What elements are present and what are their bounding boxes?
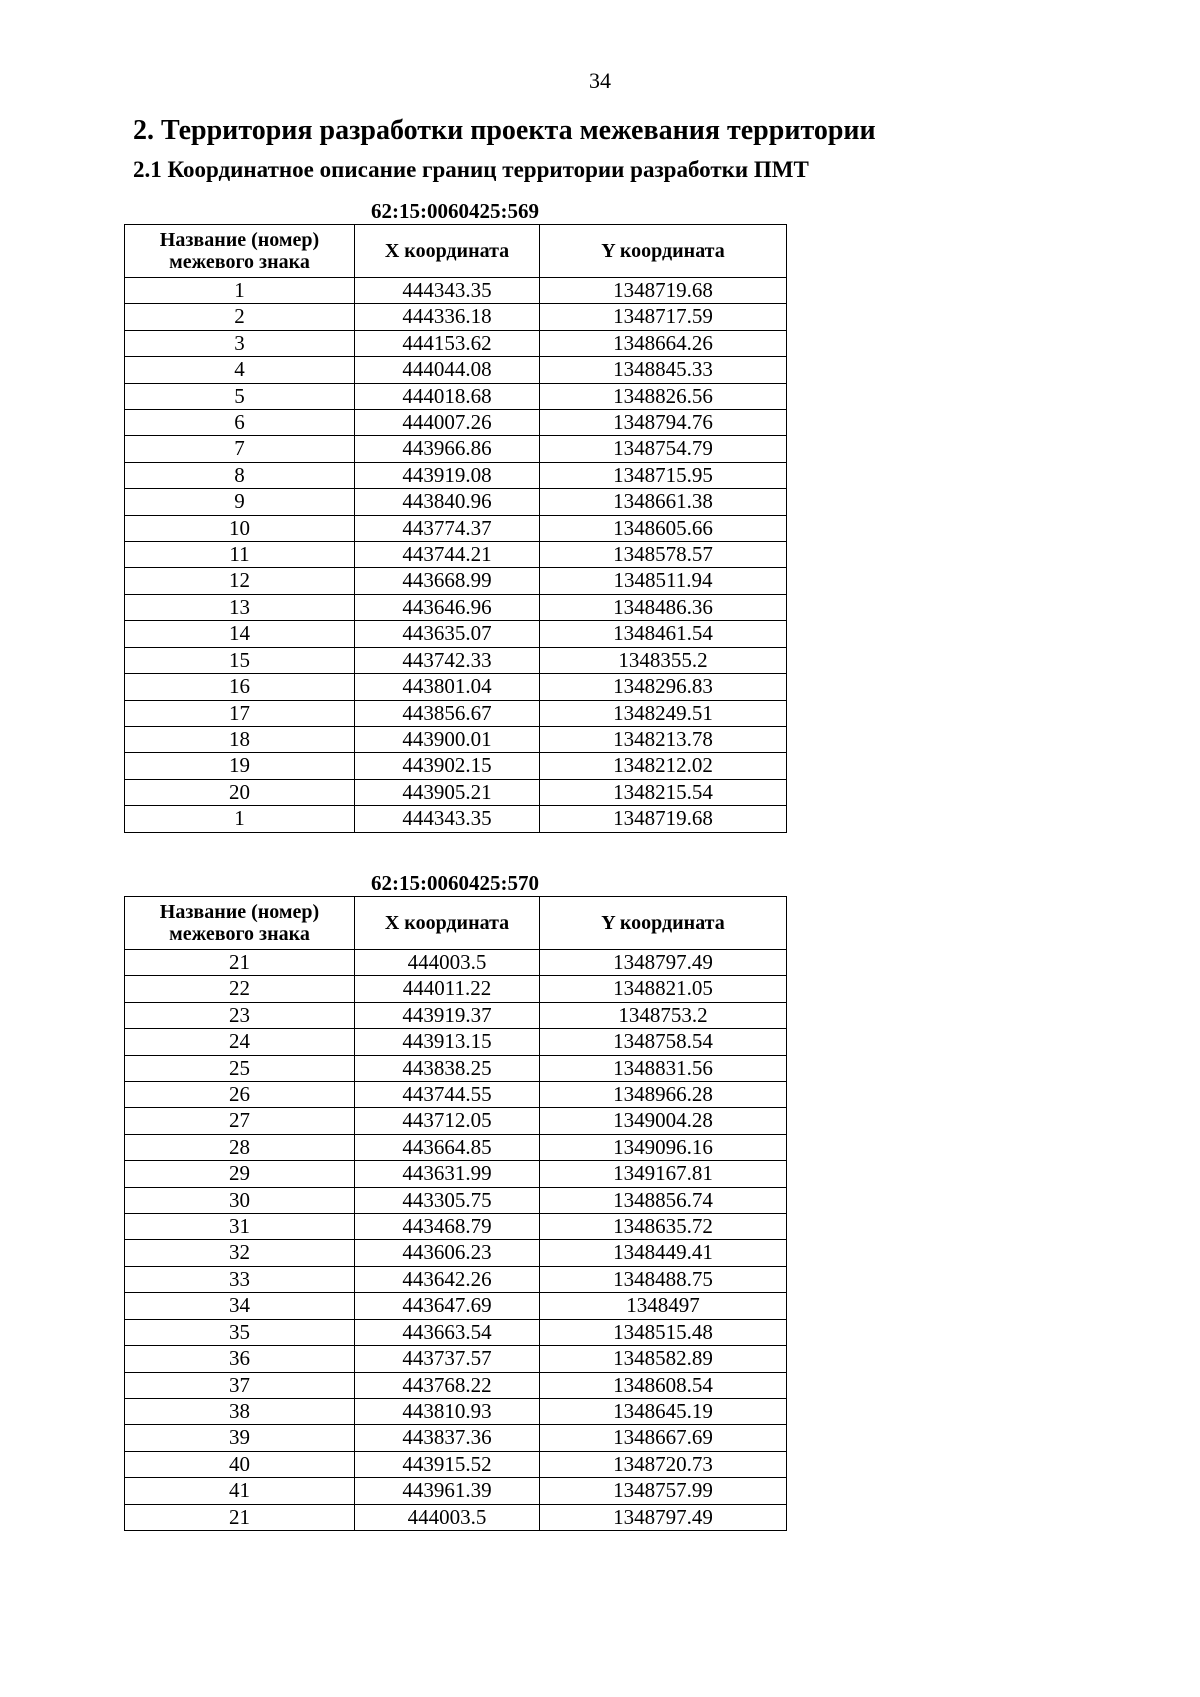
cell-y-coordinate: 1348582.89 <box>540 1346 787 1372</box>
cell-marker-number: 14 <box>125 621 355 647</box>
cell-x-coordinate: 443774.37 <box>355 515 540 541</box>
table-row <box>125 357 787 383</box>
column-header-x: X координата <box>355 897 540 950</box>
cell-marker-number: 12 <box>125 568 355 594</box>
cell-marker-number: 18 <box>125 726 355 752</box>
cell-marker-number: 39 <box>125 1425 355 1451</box>
cell-y-coordinate: 1348757.99 <box>540 1478 787 1504</box>
cell-marker-number: 26 <box>125 1082 355 1108</box>
cell-marker-number: 36 <box>125 1346 355 1372</box>
cell-x-coordinate: 444044.08 <box>355 357 540 383</box>
cell-marker-number: 17 <box>125 700 355 726</box>
table-row <box>125 1293 787 1319</box>
cell-y-coordinate: 1348515.48 <box>540 1319 787 1345</box>
cell-y-coordinate: 1349167.81 <box>540 1161 787 1187</box>
table-row <box>125 700 787 726</box>
cell-x-coordinate: 443961.39 <box>355 1478 540 1504</box>
cell-x-coordinate: 443668.99 <box>355 568 540 594</box>
cell-y-coordinate: 1349004.28 <box>540 1108 787 1134</box>
cell-y-coordinate: 1348821.05 <box>540 976 787 1002</box>
cell-x-coordinate: 443742.33 <box>355 647 540 673</box>
cell-y-coordinate: 1348461.54 <box>540 621 787 647</box>
cell-marker-number: 21 <box>125 950 355 976</box>
cell-y-coordinate: 1348511.94 <box>540 568 787 594</box>
table-row <box>125 1002 787 1028</box>
cell-y-coordinate: 1348754.79 <box>540 436 787 462</box>
cell-x-coordinate: 443646.96 <box>355 594 540 620</box>
table-row <box>125 753 787 779</box>
cell-y-coordinate: 1348826.56 <box>540 383 787 409</box>
table-row <box>125 779 787 805</box>
table-row <box>125 278 787 304</box>
cell-x-coordinate: 443913.15 <box>355 1029 540 1055</box>
cell-marker-number: 3 <box>125 330 355 356</box>
table-row <box>125 542 787 568</box>
cell-y-coordinate: 1348296.83 <box>540 674 787 700</box>
cell-marker-number: 29 <box>125 1161 355 1187</box>
cell-y-coordinate: 1348488.75 <box>540 1266 787 1292</box>
column-header-y: Y координата <box>540 225 787 278</box>
table-row <box>125 1451 787 1477</box>
cell-x-coordinate: 443712.05 <box>355 1108 540 1134</box>
table-row <box>125 383 787 409</box>
cell-x-coordinate: 443902.15 <box>355 753 540 779</box>
cell-marker-number: 6 <box>125 410 355 436</box>
coordinates-table <box>124 224 787 833</box>
cell-marker-number: 37 <box>125 1372 355 1398</box>
cell-y-coordinate: 1348719.68 <box>540 806 787 832</box>
cell-y-coordinate: 1349096.16 <box>540 1134 787 1160</box>
cell-x-coordinate: 443663.54 <box>355 1319 540 1345</box>
cell-x-coordinate: 443810.93 <box>355 1398 540 1424</box>
table-row <box>125 436 787 462</box>
table-row <box>125 1425 787 1451</box>
cell-y-coordinate: 1348486.36 <box>540 594 787 620</box>
cell-marker-number: 19 <box>125 753 355 779</box>
cell-marker-number: 38 <box>125 1398 355 1424</box>
table-row <box>125 621 787 647</box>
cell-marker-number: 28 <box>125 1134 355 1160</box>
table-row <box>125 647 787 673</box>
cell-y-coordinate: 1348605.66 <box>540 515 787 541</box>
table-row <box>125 594 787 620</box>
cell-y-coordinate: 1348667.69 <box>540 1425 787 1451</box>
table-row <box>125 1108 787 1134</box>
cell-x-coordinate: 443642.26 <box>355 1266 540 1292</box>
cell-marker-number: 16 <box>125 674 355 700</box>
cell-marker-number: 7 <box>125 436 355 462</box>
cell-marker-number: 4 <box>125 357 355 383</box>
cell-y-coordinate: 1348449.41 <box>540 1240 787 1266</box>
table-row <box>125 330 787 356</box>
table-row <box>125 1372 787 1398</box>
table-row <box>125 489 787 515</box>
table-header-row <box>125 897 787 950</box>
cell-marker-number: 34 <box>125 1293 355 1319</box>
table-row <box>125 674 787 700</box>
cell-x-coordinate: 444336.18 <box>355 304 540 330</box>
table-row <box>125 1082 787 1108</box>
cell-marker-number: 2 <box>125 304 355 330</box>
table-row <box>125 1266 787 1292</box>
cell-y-coordinate: 1348856.74 <box>540 1187 787 1213</box>
coordinates-block-2 <box>124 871 786 1531</box>
cell-y-coordinate: 1348215.54 <box>540 779 787 805</box>
cell-x-coordinate: 444003.5 <box>355 1504 540 1530</box>
cell-y-coordinate: 1348608.54 <box>540 1372 787 1398</box>
cell-x-coordinate: 444153.62 <box>355 330 540 356</box>
cell-x-coordinate: 443468.79 <box>355 1214 540 1240</box>
subsection-heading: 2.1 Координатное описание границ территории разработки ПМТ <box>133 157 809 182</box>
cell-y-coordinate: 1348720.73 <box>540 1451 787 1477</box>
cell-x-coordinate: 443647.69 <box>355 1293 540 1319</box>
cell-marker-number: 1 <box>125 278 355 304</box>
table-row <box>125 1478 787 1504</box>
coordinates-table <box>124 896 787 1531</box>
cell-x-coordinate: 443737.57 <box>355 1346 540 1372</box>
cell-x-coordinate: 443837.36 <box>355 1425 540 1451</box>
table-row <box>125 1029 787 1055</box>
cell-y-coordinate: 1348845.33 <box>540 357 787 383</box>
cell-x-coordinate: 443606.23 <box>355 1240 540 1266</box>
cell-y-coordinate: 1348797.49 <box>540 950 787 976</box>
table-row <box>125 304 787 330</box>
cell-x-coordinate: 443838.25 <box>355 1055 540 1081</box>
cell-x-coordinate: 444343.35 <box>355 278 540 304</box>
cell-marker-number: 10 <box>125 515 355 541</box>
cell-y-coordinate: 1348249.51 <box>540 700 787 726</box>
cell-x-coordinate: 444011.22 <box>355 976 540 1002</box>
cell-x-coordinate: 443840.96 <box>355 489 540 515</box>
cell-y-coordinate: 1348661.38 <box>540 489 787 515</box>
cell-y-coordinate: 1348213.78 <box>540 726 787 752</box>
cell-y-coordinate: 1348758.54 <box>540 1029 787 1055</box>
cell-x-coordinate: 443664.85 <box>355 1134 540 1160</box>
table-row <box>125 1346 787 1372</box>
cell-marker-number: 24 <box>125 1029 355 1055</box>
column-header-y: Y координата <box>540 897 787 950</box>
cell-marker-number: 27 <box>125 1108 355 1134</box>
table-row <box>125 1504 787 1530</box>
cell-y-coordinate: 1348797.49 <box>540 1504 787 1530</box>
table-row <box>125 1214 787 1240</box>
table-row <box>125 950 787 976</box>
cell-marker-number: 21 <box>125 1504 355 1530</box>
cell-y-coordinate: 1348635.72 <box>540 1214 787 1240</box>
table-row <box>125 568 787 594</box>
cell-marker-number: 20 <box>125 779 355 805</box>
cell-marker-number: 13 <box>125 594 355 620</box>
cell-x-coordinate: 443635.07 <box>355 621 540 647</box>
table-row <box>125 1240 787 1266</box>
cell-y-coordinate: 1348966.28 <box>540 1082 787 1108</box>
table-row <box>125 410 787 436</box>
table-row <box>125 515 787 541</box>
table-header-row <box>125 225 787 278</box>
cell-y-coordinate: 1348497 <box>540 1293 787 1319</box>
cell-marker-number: 11 <box>125 542 355 568</box>
cell-marker-number: 23 <box>125 1002 355 1028</box>
table-row <box>125 1398 787 1424</box>
cell-y-coordinate: 1348715.95 <box>540 462 787 488</box>
page-number: 34 <box>589 68 611 93</box>
cell-x-coordinate: 443744.21 <box>355 542 540 568</box>
table-row <box>125 1319 787 1345</box>
cell-x-coordinate: 444343.35 <box>355 806 540 832</box>
cell-y-coordinate: 1348645.19 <box>540 1398 787 1424</box>
cell-marker-number: 30 <box>125 1187 355 1213</box>
cell-x-coordinate: 443900.01 <box>355 726 540 752</box>
cell-marker-number: 32 <box>125 1240 355 1266</box>
table-row <box>125 1187 787 1213</box>
cell-marker-number: 25 <box>125 1055 355 1081</box>
cell-marker-number: 8 <box>125 462 355 488</box>
cell-y-coordinate: 1348831.56 <box>540 1055 787 1081</box>
cell-marker-number: 5 <box>125 383 355 409</box>
cell-marker-number: 1 <box>125 806 355 832</box>
coordinates-block-1 <box>124 199 786 833</box>
cell-x-coordinate: 443631.99 <box>355 1161 540 1187</box>
cell-marker-number: 15 <box>125 647 355 673</box>
cell-y-coordinate: 1348794.76 <box>540 410 787 436</box>
cell-x-coordinate: 444007.26 <box>355 410 540 436</box>
table-row <box>125 1055 787 1081</box>
cell-marker-number: 22 <box>125 976 355 1002</box>
cell-y-coordinate: 1348664.26 <box>540 330 787 356</box>
cell-y-coordinate: 1348212.02 <box>540 753 787 779</box>
cell-marker-number: 31 <box>125 1214 355 1240</box>
cell-marker-number: 33 <box>125 1266 355 1292</box>
column-header-x: X координата <box>355 225 540 278</box>
table-row <box>125 462 787 488</box>
cell-y-coordinate: 1348753.2 <box>540 1002 787 1028</box>
table-row <box>125 726 787 752</box>
cell-y-coordinate: 1348355.2 <box>540 647 787 673</box>
column-header-name: Название (номер) межевого знака <box>125 225 355 278</box>
cell-y-coordinate: 1348717.59 <box>540 304 787 330</box>
cell-y-coordinate: 1348578.57 <box>540 542 787 568</box>
table-row <box>125 976 787 1002</box>
cell-marker-number: 35 <box>125 1319 355 1345</box>
cell-x-coordinate: 443744.55 <box>355 1082 540 1108</box>
cell-x-coordinate: 443856.67 <box>355 700 540 726</box>
parcel-id-caption: 62:15:0060425:569 <box>371 199 539 223</box>
table-row <box>125 806 787 832</box>
cell-x-coordinate: 443919.08 <box>355 462 540 488</box>
section-heading: 2. Территория разработки проекта межевания территории <box>133 115 876 146</box>
parcel-id-caption: 62:15:0060425:570 <box>371 871 539 895</box>
cell-marker-number: 9 <box>125 489 355 515</box>
cell-marker-number: 40 <box>125 1451 355 1477</box>
table-row <box>125 1134 787 1160</box>
cell-x-coordinate: 443801.04 <box>355 674 540 700</box>
column-header-name: Название (номер) межевого знака <box>125 897 355 950</box>
table-row <box>125 1161 787 1187</box>
cell-x-coordinate: 443305.75 <box>355 1187 540 1213</box>
cell-x-coordinate: 443768.22 <box>355 1372 540 1398</box>
cell-x-coordinate: 444018.68 <box>355 383 540 409</box>
cell-x-coordinate: 443915.52 <box>355 1451 540 1477</box>
cell-x-coordinate: 443966.86 <box>355 436 540 462</box>
cell-x-coordinate: 443905.21 <box>355 779 540 805</box>
cell-marker-number: 41 <box>125 1478 355 1504</box>
cell-x-coordinate: 443919.37 <box>355 1002 540 1028</box>
cell-y-coordinate: 1348719.68 <box>540 278 787 304</box>
cell-x-coordinate: 444003.5 <box>355 950 540 976</box>
